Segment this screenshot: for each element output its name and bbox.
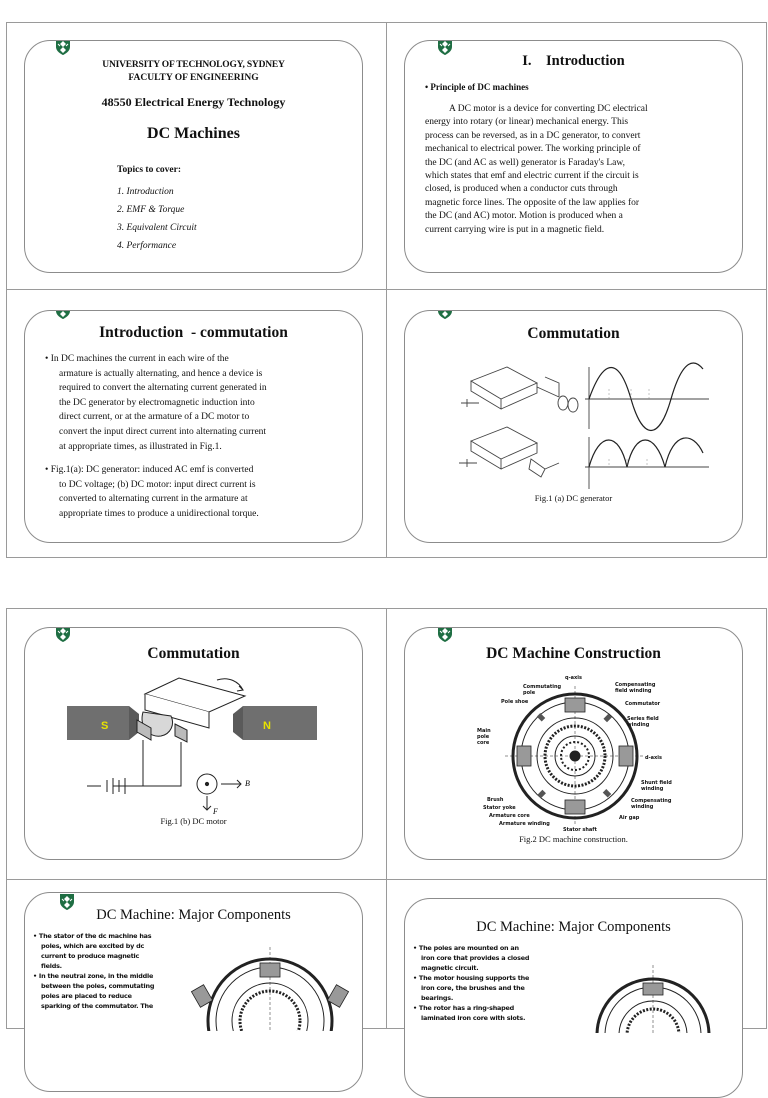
bullet-line: poles, which are excited by dc — [41, 942, 145, 950]
dc-generator-figure — [459, 359, 709, 494]
label-commutator: Commutator — [625, 701, 661, 707]
components-bullets — [33, 931, 183, 1011]
bullet-line: armature is actually alternating, and hence a device is — [59, 368, 263, 379]
bullet-line: • The poles are mounted on an — [413, 944, 519, 952]
bullet-line: iron core that provides a closed — [421, 954, 530, 962]
slide-title: Commutation — [147, 645, 240, 662]
uts-logo-icon — [55, 40, 71, 56]
slide-cell-8 — [386, 879, 767, 1029]
label-stator-shaft: Stator shaft — [563, 827, 597, 833]
bullet-line: magnetic circuit. — [421, 964, 479, 972]
slide-2 — [404, 40, 743, 273]
slide-title: DC Machine Construction — [486, 645, 661, 662]
label-brush: Brush — [487, 797, 504, 803]
faculty-name: FACULTY OF ENGINEERING — [128, 73, 259, 83]
slide-5 — [24, 627, 363, 860]
figure-caption: Fig.1 (b) DC motor — [160, 816, 227, 826]
uts-logo-icon — [437, 627, 453, 643]
figure-caption: Fig.2 DC machine construction. — [519, 834, 628, 844]
label-series-field-winding: Series field winding — [627, 716, 659, 728]
pole-n-label: N — [263, 720, 271, 732]
label-compensating-winding: Compensating winding — [631, 798, 672, 810]
slide-title: DC Machine: Major Components — [96, 907, 291, 923]
topic-item: 4. Performance — [117, 241, 177, 251]
bullet-line: converted to alternating current in the armature at — [59, 494, 248, 505]
bullet-line: convert the input direct current into alternating current — [59, 426, 267, 437]
slide-cell-6 — [386, 608, 767, 880]
label-main-pole-core: Main pole core — [477, 728, 491, 746]
label-d-axis: d-axis — [645, 755, 662, 761]
label-armature-core: Armature core — [489, 813, 530, 819]
slide-cell-2 — [386, 22, 767, 290]
slide-7 — [24, 892, 363, 1092]
bullet-line: • In DC machines the current in each wire of the — [45, 354, 229, 364]
bullet-line: bearings. — [421, 994, 454, 1002]
topics-heading: Topics to cover: — [117, 165, 182, 175]
topic-item: 1. Introduction — [117, 187, 174, 197]
bullet-line: direct current, or at the armature of a DC motor to — [59, 412, 250, 423]
bullet-line: iron core, the brushes and the — [421, 984, 525, 992]
slide-title: DC Machines — [147, 125, 240, 142]
slide-6 — [404, 627, 743, 860]
bullet-line: laminated iron core with slots. — [421, 1014, 526, 1022]
label-q-axis: q-axis — [565, 675, 582, 681]
slide-cell-1 — [6, 22, 387, 290]
label-armature-winding: Armature winding — [499, 821, 550, 827]
principle-paragraph — [425, 103, 735, 237]
bullet-heading: • Principle of DC machines — [425, 82, 529, 92]
bullet-line: at appropriate times, as illustrated in Fig.1. — [59, 441, 222, 452]
components-figure — [573, 943, 733, 1033]
topic-item: 2. EMF & Torque — [117, 205, 185, 215]
paragraph-line: which states that emf and electric current if the circuit is — [425, 171, 639, 182]
paragraph-line: closed, is produced when a conductor cuts through — [425, 184, 618, 195]
bullet-line: current to produce magnetic — [41, 952, 140, 960]
paragraph-line: the DC (and AC) motor. Motion is produced when a — [425, 211, 623, 222]
topic-item: 3. Equivalent Circuit — [117, 223, 197, 233]
bullet-line: to DC voltage; (b) DC motor: input direct current is — [59, 479, 256, 490]
bullet-line: • Fig.1(a): DC generator: induced AC emf is converted — [45, 465, 254, 475]
components-bullets — [413, 943, 563, 1023]
slide-title: I. Introduction — [522, 53, 625, 69]
uts-logo-icon — [55, 310, 71, 320]
course-title: 48550 Electrical Energy Technology — [101, 95, 286, 109]
slide-1 — [24, 40, 363, 273]
force-f-label: F — [213, 807, 218, 816]
slide-3 — [24, 310, 363, 543]
slide-title: Commutation — [527, 325, 620, 342]
slide-8 — [404, 898, 743, 1098]
slide-title: DC Machine: Major Components — [476, 919, 671, 935]
topics-list — [117, 183, 197, 255]
slide-cell-7 — [6, 879, 387, 1029]
bullet-line: fields. — [41, 962, 62, 970]
components-figure — [185, 931, 355, 1031]
bullet-line: • The motor housing supports the — [413, 974, 530, 982]
slide-4 — [404, 310, 743, 543]
label-pole-shoe: Pole shoe — [501, 699, 529, 705]
bullet-line: appropriate times to produce a unidirectional torque. — [59, 508, 259, 519]
bullet-line: required to convert the alternating current generated in — [59, 383, 267, 394]
bullet-line: • In the neutral zone, in the middle — [33, 972, 154, 980]
slide-cell-4 — [386, 289, 767, 558]
paragraph-line: mechanical to electrical power. The working principle of — [425, 144, 641, 155]
paragraph-line: energy into rotary (or linear) mechanical energy. This — [425, 117, 629, 128]
pole-s-label: S — [101, 720, 109, 732]
paragraph-line: current carrying wire is put in a magnetic field. — [425, 224, 605, 235]
university-name: UNIVERSITY OF TECHNOLOGY, SYDNEY — [102, 60, 285, 70]
dc-motor-figure — [67, 676, 317, 816]
paragraph-line: process can be reversed, as in a DC generator, to convert — [425, 130, 641, 141]
slide-title: Introduction - commutation — [99, 324, 288, 341]
paragraph-line: the DC (and AC as well) generator is Faraday's Law, — [425, 157, 626, 168]
paragraph-line: A DC motor is a device for converting DC electrical — [449, 104, 648, 114]
label-compensating-field-winding: Compensating field winding — [615, 682, 656, 694]
label-stator-yoke: Stator yoke — [483, 805, 516, 811]
bullet-line: • The stator of the dc machine has — [33, 932, 152, 940]
slide-cell-5 — [6, 608, 387, 880]
commutation-bullet-2 — [45, 463, 350, 521]
label-air-gap: Air gap — [619, 815, 640, 821]
figure-caption: Fig.1 (a) DC generator — [534, 493, 613, 503]
field-b-label: B — [245, 779, 250, 788]
commutation-bullet-1 — [45, 352, 350, 454]
bullet-line: sparking of the commutator. The — [41, 1002, 153, 1010]
uts-logo-icon — [55, 627, 71, 643]
paragraph-line: magnetic force lines. The opposite of the law applies for — [425, 197, 640, 208]
bullet-line: • The rotor has a ring-shaped — [413, 1004, 515, 1012]
uts-logo-icon — [437, 310, 453, 320]
bullet-line: the DC generator by electromagnetic induction into — [59, 397, 255, 408]
label-commutating-pole: Commutating pole — [523, 684, 562, 696]
bullet-line: between the poles, commutating — [41, 982, 155, 990]
label-shunt-field-winding: Shunt field winding — [641, 780, 672, 792]
bullet-line: poles are placed to reduce — [41, 992, 132, 1000]
slide-cell-3 — [6, 289, 387, 558]
